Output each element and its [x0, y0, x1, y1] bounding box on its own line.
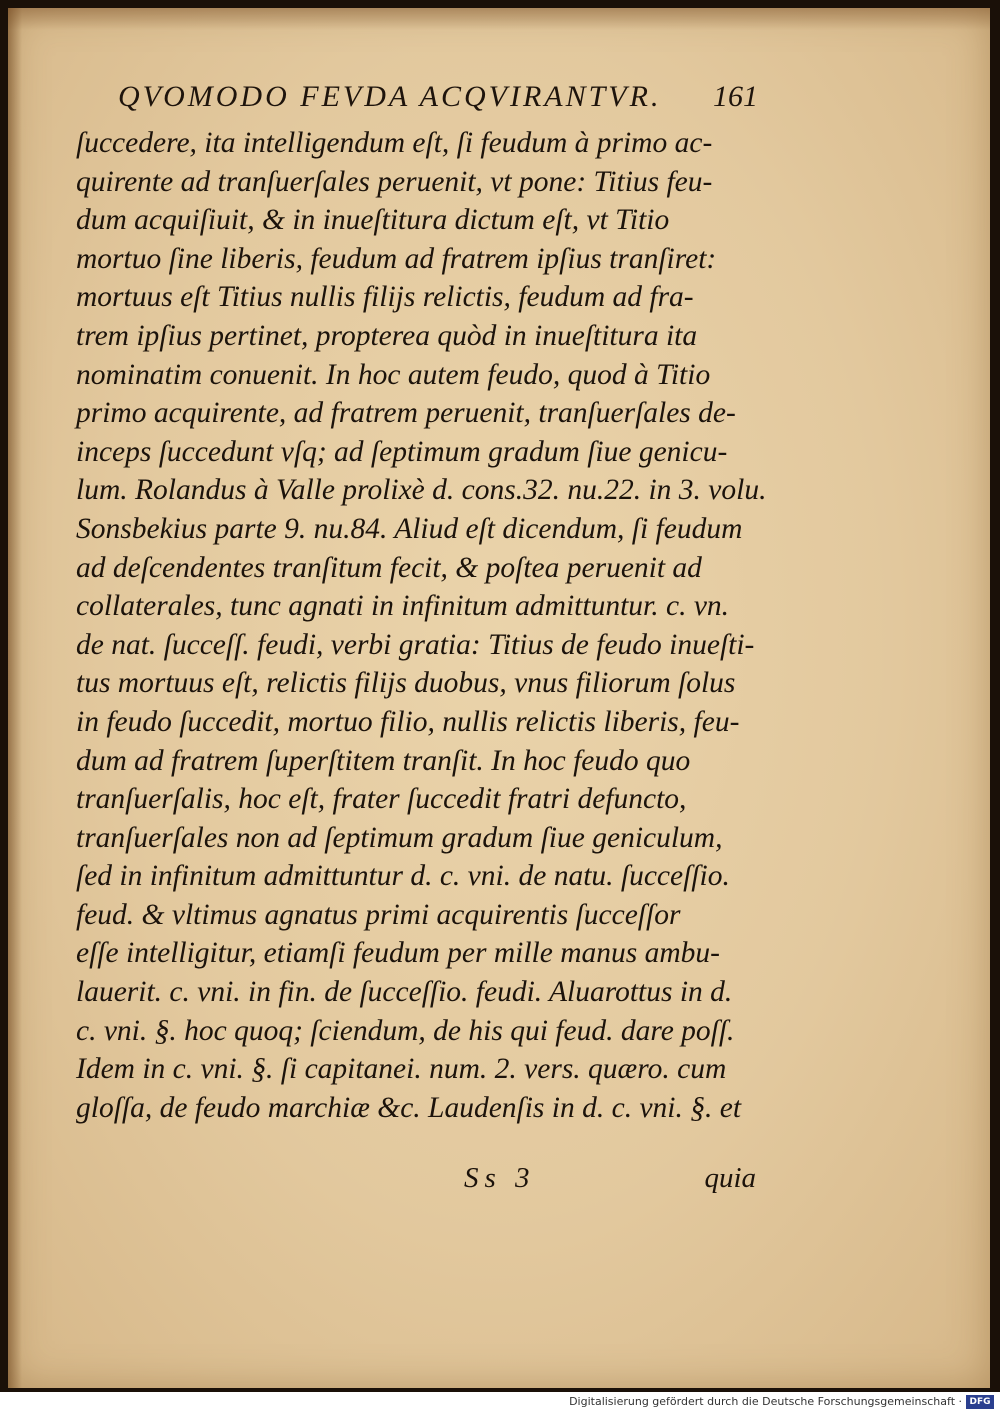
text-line: quirente ad tranſuerſales peruenit, vt pone: Titius feu-: [76, 165, 713, 198]
text-line: feud. & vltimus agnatus primi acquirentis ſucceſſor: [76, 898, 681, 931]
text-line: lum. Rolandus à Valle prolixè d. cons.32. nu.22. in 3. volu.: [76, 474, 767, 507]
page-footer: [76, 1162, 756, 1202]
text-line: inceps ſuccedunt vſq; ad ſeptimum gradum ſiue genicu-: [76, 435, 728, 468]
text-line: dum ad fratrem ſuperſtitem tranſit. In hoc feudo quo: [76, 744, 691, 777]
body-text: [76, 124, 767, 1127]
running-head: QVOMODO FEVDA ACQVIRANTVR.: [118, 80, 662, 113]
signature-mark: Ss 3: [464, 1162, 536, 1194]
text-line: gloſſa, de feudo marchiæ &c. Laudenſis in d. c. vni. §. et: [76, 1091, 742, 1124]
catchword: quia: [704, 1162, 756, 1194]
dfg-logo: DFG: [966, 1395, 994, 1409]
text-line: tranſuerſalis, hoc eſt, frater ſuccedit fratri defuncto,: [76, 783, 687, 816]
text-line: tus mortuus eſt, relictis filijs duobus, vnus filiorum ſolus: [76, 667, 736, 700]
text-line: nominatim conuenit. In hoc autem feudo, quod à Titio: [76, 358, 711, 391]
text-line: ſed in infinitum admittuntur d. c. vni. de natu. ſucceſſio.: [76, 860, 730, 893]
text-line: mortuo ſine liberis, feudum ad fratrem ipſius tranſiret:: [76, 242, 717, 275]
text-line: dum acquiſiuit, & in inueſtitura dictum eſt, vt Titio: [76, 204, 670, 237]
text-line: Idem in c. vni. §. ſi capitanei. num. 2. vers. quæro. cum: [76, 1053, 727, 1086]
text-line: primo acquirente, ad fratrem peruenit, tranſuerſales de-: [76, 397, 736, 430]
page-shadow-top: [8, 8, 990, 30]
page-shadow-left: [8, 8, 22, 1388]
text-line: ſuccedere, ita intelligendum eſt, ſi feudum à primo ac-: [76, 127, 713, 159]
text-line: c. vni. §. hoc quoq; ſciendum, de his qui feud. dare poſſ.: [76, 1014, 735, 1047]
text-line: eſſe intelligitur, etiamſi feudum per mille manus ambu-: [76, 937, 721, 970]
credit-text: Digitalisierung gefördert durch die Deutsche Forschungsgemeinschaft ·: [569, 1395, 962, 1408]
text-line: mortuus eſt Titius nullis filijs relictis, feudum ad fra-: [76, 281, 694, 314]
text-line: lauerit. c. vni. in fin. de ſucceſſio. feudi. Aluarottus in d.: [76, 976, 733, 1009]
text-line: collaterales, tunc agnati in infinitum admittuntur. c. vn.: [76, 590, 730, 623]
text-line: ad deſcendentes tranſitum fecit, & poſtea peruenit ad: [76, 551, 702, 584]
page-header: [118, 78, 758, 122]
page-number: 161: [713, 80, 758, 113]
text-line: tranſuerſales non ad ſeptimum gradum ſiue geniculum,: [76, 821, 723, 854]
text-line: trem ipſius pertinet, propterea quòd in inueſtitura ita: [76, 319, 698, 352]
text-line: Sonsbekius parte 9. nu.84. Aliud eſt dicendum, ſi feudum: [76, 512, 743, 545]
credit-bar: [0, 1392, 1000, 1412]
text-line: de nat. ſucceſſ. feudi, verbi gratia: Titius de feudo inueſti-: [76, 628, 755, 661]
text-line: in feudo ſuccedit, mortuo filio, nullis relictis liberis, feu-: [76, 705, 740, 738]
book-page: [8, 8, 990, 1388]
